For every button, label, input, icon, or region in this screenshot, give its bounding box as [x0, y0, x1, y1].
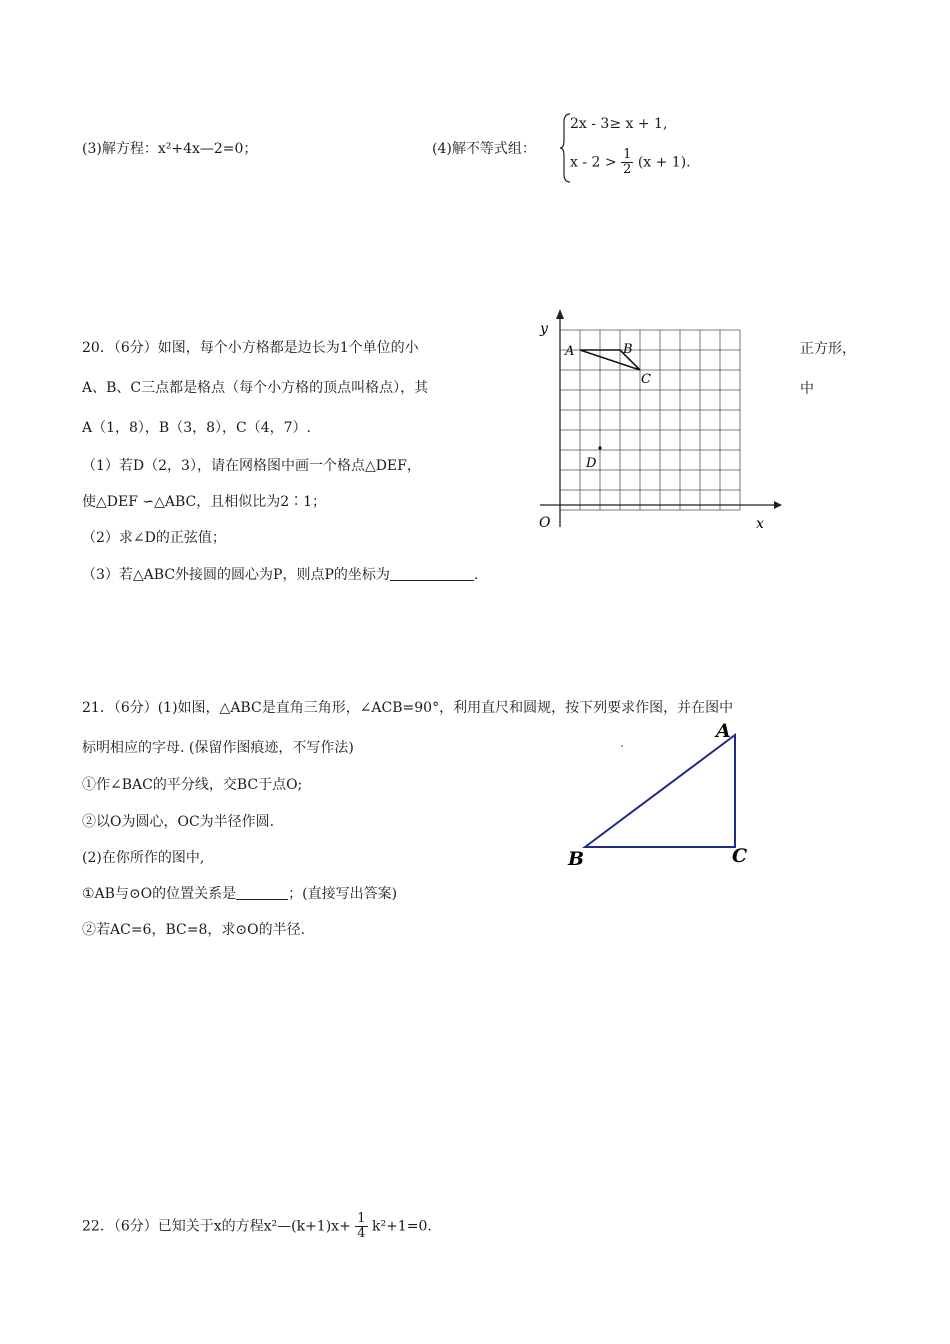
problem20-line6: （2）求∠D的正弦值；: [82, 530, 226, 546]
problem19-part3: (3)解方程：x²+4x—2=0；: [82, 141, 258, 157]
point-b-label: B: [623, 342, 633, 357]
inequality-2-left: x - 2 >: [570, 154, 617, 171]
x-axis-label: x: [756, 516, 764, 532]
problem22-text-b: k²+1=0.: [371, 1218, 432, 1235]
inequality-2-right: (x + 1).: [637, 154, 691, 171]
problem22-fraction: [355, 1212, 367, 1241]
inequality-1: 2x - 3≥ x + 1,: [570, 116, 668, 132]
problem21-line2: 标明相应的字母. (保留作图痕迹，不写作法): [82, 740, 354, 756]
problem21-line3: ①作∠BAC的平分线，交BC于点O;: [82, 777, 303, 793]
right-triangle-figure: [560, 715, 760, 875]
y-axis-label: y: [540, 321, 548, 337]
problem20-line3: A（1，8），B（3，8），C（4，7）.: [82, 420, 312, 436]
problem20-line2: A、B、C三点都是格点（每个小方格的顶点叫格点），其: [82, 380, 429, 396]
inequality-2-fraction: [621, 148, 633, 177]
problem21-line6-end: ；(直接写出答案): [288, 886, 398, 902]
problem20-line1: 20．（6分）如图，每个小方格都是边长为1个单位的小: [82, 340, 419, 356]
x-axis-arrow: [774, 501, 782, 509]
problem20-line7-text: （3）若△ABC外接圆的圆心为P，则点P的坐标为: [82, 567, 390, 583]
grid-lines: [560, 330, 740, 510]
point-c-label: C: [641, 372, 651, 387]
problem21-line6-text: ①AB与⊙O的位置关系是: [82, 886, 237, 902]
problem21-line4: ②以O为圆心，OC为半径作圆.: [82, 814, 275, 830]
problem20-line5: 使△DEF ∽△ABC，且相似比为2∶1；: [82, 494, 327, 510]
triangle-label-b: B: [568, 848, 585, 870]
triangle-label-a: A: [716, 720, 731, 742]
answer-blank-short: [236, 885, 288, 900]
inequality-2: [570, 148, 691, 177]
problem22-statement: [82, 1212, 432, 1241]
origin-label: O: [539, 515, 551, 531]
problem20-line1-tail: 正方形，: [800, 341, 856, 357]
point-a-label: A: [565, 344, 575, 359]
point-d-label: D: [586, 456, 597, 471]
triangle-abc-right: [585, 735, 735, 847]
fraction-numerator: 1: [357, 1211, 366, 1226]
problem20-line4: （1）若D（2，3），请在网格图中画一个格点△DEF，: [82, 458, 421, 474]
fraction-denominator: 4: [357, 1226, 366, 1241]
problem21-line5: (2)在你所作的图中,: [82, 850, 205, 866]
problem22-text-a: 22．（6分）已知关于x的方程x²—(k+1)x+: [82, 1218, 351, 1235]
answer-blank: [390, 566, 474, 581]
point-d: [598, 446, 601, 449]
y-axis-arrow: [556, 309, 564, 319]
triangle-label-c: C: [732, 845, 748, 867]
inequality-system: [560, 112, 700, 184]
problem20-line7-end: .: [473, 567, 479, 583]
stray-dot: [621, 745, 623, 747]
problem21-line7: ②若AC=6，BC=8，求⊙O的半径.: [82, 922, 306, 938]
problem21-line6: [82, 884, 397, 904]
problem20-line7: [82, 565, 478, 585]
problem21-line1: 21．（6分）(1)如图，△ABC是直角三角形，∠ACB=90°，利用直尺和圆规，按下列要求作图，并在图中: [82, 700, 734, 716]
coordinate-grid-figure: [530, 305, 790, 535]
fraction-numerator: 1: [623, 147, 632, 162]
problem20-line2-tail: 中: [800, 381, 814, 397]
problem19-part4-label: (4)解不等式组：: [432, 141, 536, 157]
fraction-denominator: 2: [623, 162, 632, 177]
